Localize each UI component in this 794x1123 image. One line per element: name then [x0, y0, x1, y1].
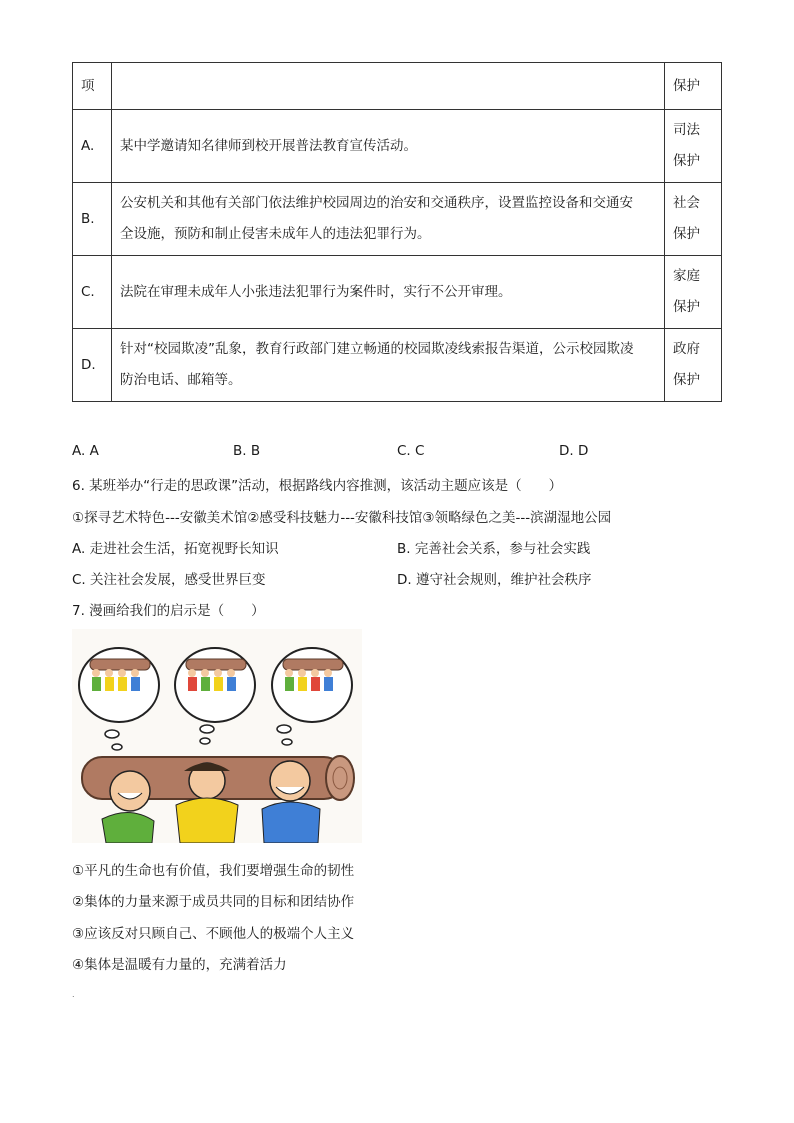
cartoon-image [72, 629, 362, 843]
table-row [73, 110, 722, 183]
q6-option-b[interactable]: B. 完善社会关系，参与社会实践 [397, 541, 591, 557]
q6-option-d[interactable]: D. 遵守社会规则，维护社会秩序 [397, 572, 592, 588]
thought-bubble-middle [175, 648, 255, 722]
q5-option-d[interactable]: D. D [559, 443, 589, 459]
row-label: B. [73, 183, 112, 256]
row-content: 某中学邀请知名律师到校开展普法教育宣传活动。 [112, 110, 665, 183]
q5-option-b[interactable]: B. B [233, 443, 261, 459]
q6-route: ①探寻艺术特色---安徽美术馆②感受科技魅力---安徽科技馆③领略绿色之美---滨湖湿地公园 [72, 510, 612, 526]
q7-statement-2: ②集体的力量来源于成员共同的目标和团结协作 [72, 894, 355, 910]
q6-option-c[interactable]: C. 关注社会发展，感受世界巨变 [72, 572, 266, 588]
q6-option-a[interactable]: A. 走进社会生活，拓宽视野长知识 [72, 541, 279, 557]
row-content: 法院在审理未成年人小张违法犯罪行为案件时，实行不公开审理。 [112, 256, 665, 329]
row-protection: 家庭 保护 [665, 256, 722, 329]
table-row [73, 183, 722, 256]
table-row [73, 256, 722, 329]
row-protection: 司法 保护 [665, 110, 722, 183]
header-content [112, 63, 665, 110]
row-label: C. [73, 256, 112, 329]
row-protection: 政府 保护 [665, 329, 722, 402]
q5-option-a[interactable]: A. A [72, 443, 99, 459]
row-protection: 社会 保护 [665, 183, 722, 256]
thought-bubble-right [272, 648, 352, 722]
row-label: A. [73, 110, 112, 183]
q7-statement-1: ①平凡的生命也有价值，我们要增强生命的韧性 [72, 863, 355, 879]
header-item: 项 [73, 63, 112, 110]
q6-stem: 6. 某班举办“行走的思政课”活动，根据路线内容推测，该活动主题应该是（ ） [72, 478, 563, 494]
q7-statement-4: ④集体是温暖有力量的，充满着活力 [72, 957, 287, 973]
row-content: 公安机关和其他有关部门依法维护校园周边的治安和交通秩序，设置监控设备和交通安 全设施，预防和制止侵害未成年人的违法犯罪行为。 [112, 183, 665, 256]
q7-stem: 7. 漫画给我们的启示是（ ） [72, 603, 265, 619]
table-row [73, 329, 722, 402]
question-table [72, 62, 722, 402]
row-content: 针对“校园欺凌”乱象，教育行政部门建立畅通的校园欺凌线索报告渠道，公示校园欺凌 防治电话、邮箱等。 [112, 329, 665, 402]
footer-dot: . [72, 990, 75, 999]
row-label: D. [73, 329, 112, 402]
table-header-row [73, 63, 722, 110]
q5-option-c[interactable]: C. C [397, 443, 425, 459]
thought-bubble-left [79, 648, 159, 722]
header-protection: 保护 [665, 63, 722, 110]
thought-trail [105, 725, 292, 750]
q7-statement-3: ③应该反对只顾自己、不顾他人的极端个人主义 [72, 926, 355, 942]
